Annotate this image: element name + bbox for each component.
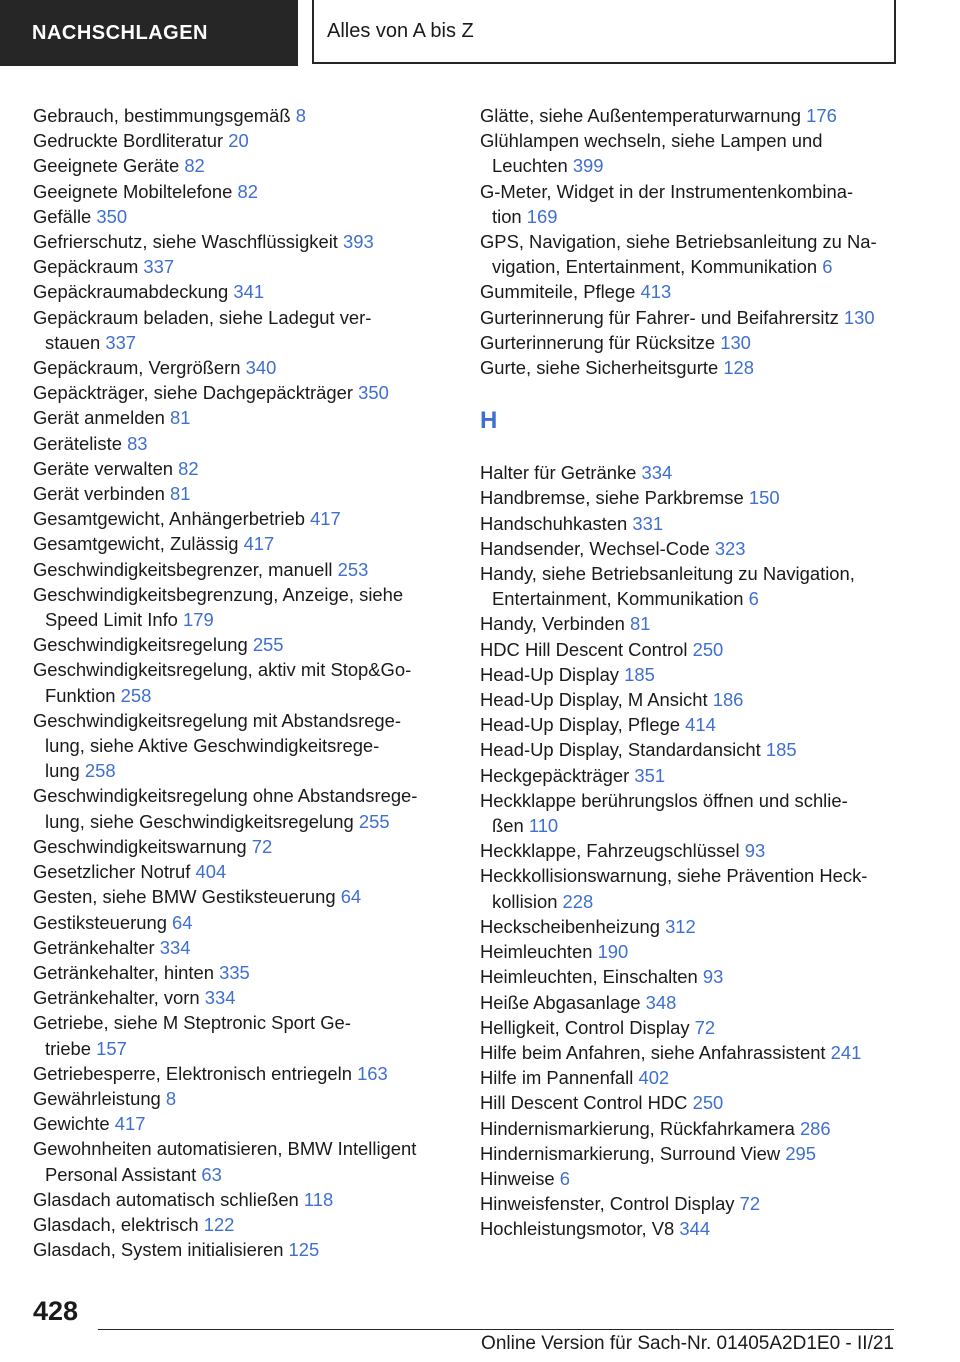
index-entry [480,1040,900,1065]
index-entry [33,834,443,859]
index-page-link[interactable]: 8 [165,1087,177,1109]
index-entry [480,536,900,561]
index-page-link[interactable]: 350 [358,382,389,404]
index-page-link[interactable]: 258 [120,684,152,706]
index-page-link[interactable]: 20 [228,130,249,152]
index-page-link[interactable]: 350 [96,205,128,227]
index-page-link[interactable]: 255 [358,810,390,832]
index-entry-text: Heckklappe berührungslos öffnen und schlie- ßen [480,789,848,837]
index-entry-text: Gurterinnerung für Fahrer- und Beifahrersitz [480,306,839,328]
index-entry [33,179,443,204]
index-entry [480,863,900,913]
index-page-link[interactable]: 6 [822,256,833,278]
index-entry-text: Head-Up Display, Pflege [480,714,681,736]
index-entry-text: Handschuhkasten [480,512,628,534]
index-entry [33,204,443,229]
index-entry [480,1141,900,1166]
index-entry [480,990,900,1015]
index-page-link[interactable]: 228 [562,890,594,912]
index-entry [480,485,900,510]
index-group-g [480,103,900,380]
index-page-link[interactable]: 128 [723,357,754,379]
index-entry [480,763,900,788]
index-page-link[interactable]: 6 [559,1167,570,1189]
index-entry-text: Hill Descent Control HDC [480,1092,688,1114]
index-entry [33,481,443,506]
index-page-link[interactable]: 83 [127,432,148,454]
index-entry-text: GPS, Navigation, siehe Betriebsanleitung zu Na- vigation, Entertainment, Kommunikation [480,231,877,278]
index-page-link[interactable]: 179 [183,609,214,631]
index-page-link[interactable]: 93 [702,966,724,988]
index-entry [33,128,443,153]
index-entry [33,657,443,707]
index-page-link[interactable]: 185 [765,739,797,761]
index-page-link[interactable]: 413 [640,281,672,303]
index-page-link[interactable]: 72 [694,1016,716,1038]
index-page-link[interactable]: 186 [712,689,744,711]
index-entry [33,1187,443,1212]
index-page-link[interactable]: 258 [84,760,116,782]
index-entry [480,355,900,380]
index-page-link[interactable]: 93 [744,840,766,862]
index-entry [33,859,443,884]
index-page-link[interactable]: 286 [799,1117,831,1139]
index-entry-text: Geschwindigkeitsregelung mit Abstandsrege- lung, siehe Aktive Geschwindigkeitsrege- lung [33,709,402,782]
index-entry-text: Heimleuchten, Einschalten [480,966,698,988]
index-entry [33,708,443,784]
index-page-link[interactable]: 341 [233,281,265,303]
index-entry-text: Glasdach, System initialisieren [33,1239,284,1261]
index-entry-text: Geschwindigkeitsregelung, aktiv mit Stop&Go- Funktion [33,659,412,706]
index-entry [33,254,443,279]
index-page-link[interactable]: 337 [143,256,175,278]
index-page-link[interactable]: 157 [96,1037,127,1059]
index-entry [33,431,443,456]
index-entry [33,305,443,355]
index-page-link[interactable]: 417 [310,508,341,530]
index-page-link[interactable]: 250 [692,638,724,660]
index-entry-text: G-Meter, Widget in der Instrumentenkombina- tion [480,180,854,227]
index-entry-text: Gesamtgewicht, Anhängerbetrieb [33,508,305,530]
index-entry [480,939,900,964]
index-entry [33,456,443,481]
index-entry-text: Hinweisfenster, Control Display [480,1193,735,1215]
index-page-link[interactable]: 402 [638,1067,670,1089]
section-letter-h: H [480,407,498,435]
index-entry-text: Hindernismarkierung, Rückfahrkamera [480,1117,795,1139]
index-entry-text: Geräte verwalten [33,457,174,479]
index-entry [33,279,443,304]
index-entry [480,1065,900,1090]
index-entry-text: Heckscheibenheizung [480,915,660,937]
index-page-link[interactable]: 63 [201,1163,222,1185]
index-entry-text: Gefrierschutz, siehe Waschflüssigkeit [33,231,338,253]
index-page-link[interactable]: 414 [685,714,716,736]
index-page-link[interactable]: 125 [288,1239,320,1261]
index-entry-text: Gewährleistung [33,1087,161,1109]
index-page-link[interactable]: 81 [170,407,191,429]
index-page-link[interactable]: 331 [632,512,664,534]
index-entry [33,1061,443,1086]
index-entry [33,531,443,556]
index-page-link[interactable]: 81 [170,483,191,505]
index-entry [480,637,900,662]
index-entry [480,1090,900,1115]
index-entry-text: Handbremse, siehe Parkbremse [480,487,744,509]
index-entry-text: Getränkehalter [33,936,155,958]
index-entry-text: Hindernismarkierung, Surround View [480,1142,781,1164]
index-entry-text: Gerät anmelden [33,407,165,429]
index-page-link[interactable]: 110 [528,815,559,837]
index-entry [33,506,443,531]
index-page-link[interactable]: 81 [629,613,651,635]
index-entry-text: Geeignete Geräte [33,155,180,177]
index-entry [480,460,900,485]
index-entry [33,985,443,1010]
index-page-link[interactable]: 130 [720,331,751,353]
index-entry [33,1237,443,1262]
index-entry-text: Glasdach, elektrisch [33,1213,199,1235]
page-header [0,0,960,66]
index-entry [480,561,900,611]
index-entry-text: Hinweise [480,1167,555,1189]
index-entry [480,1116,900,1141]
index-entry [33,1010,443,1060]
index-entry-text: Getriebesperre, Elektronisch entriegeln [33,1062,352,1084]
index-page-link[interactable]: 334 [641,462,673,484]
index-entry [33,1086,443,1111]
index-page-link[interactable]: 334 [159,936,191,958]
index-entry-text: Heckkollisionswarnung, siehe Prävention Heck- kollision [480,865,868,912]
index-page-link[interactable]: 334 [204,987,236,1009]
page-number: 428 [33,1296,79,1326]
index-entry [480,279,900,304]
index-entry-text: Heckklappe, Fahrzeugschlüssel [480,840,740,862]
index-page-link[interactable]: 176 [806,105,837,126]
index-page-link[interactable]: 295 [785,1142,816,1164]
index-entry-text: Geschwindigkeitsbegrenzung, Anzeige, siehe Speed Limit Info [33,583,404,631]
index-entry-text: Handy, Verbinden [480,613,625,635]
index-entry [480,229,900,279]
index-entry [480,687,900,712]
index-entry [33,557,443,582]
index-page-link[interactable]: 122 [203,1213,235,1235]
index-page-link[interactable]: 82 [178,457,199,479]
index-entry-text: Geschwindigkeitsregelung ohne Abstandsrege- lung, siehe Geschwindigkeitsregelung [33,785,418,832]
index-entry [480,1166,900,1191]
index-entry-text: Geräteliste [33,432,122,454]
index-entry [480,330,900,355]
index-entry [33,910,443,935]
index-entry [480,305,900,330]
index-entry-text: Gurterinnerung für Rücksitze [480,331,716,353]
index-entry [33,935,443,960]
index-entry-text: Heckgepäckträger [480,764,630,786]
index-entry-text: Geschwindigkeitswarnung [33,835,247,857]
section-tab: NACHSCHLAGEN [0,0,298,66]
index-entry-text: Gesten, siehe BMW Gestiksteuerung [33,886,336,908]
index-entry [480,179,900,229]
index-entry-text: Gummiteile, Pflege [480,281,636,303]
index-entry [33,405,443,430]
index-entry [480,662,900,687]
index-entry-text: Gedruckte Bordliteratur [33,130,224,152]
index-entry [480,964,900,989]
index-entry [480,788,900,838]
index-entry-text: Geeignete Mobiltelefone [33,180,233,202]
index-entry [480,103,900,128]
index-entry-text: Hochleistungsmotor, V8 [480,1218,675,1240]
index-column-right [480,103,900,1242]
index-entry [480,712,900,737]
index-entry-text: Gesamtgewicht, Zulässig [33,533,239,555]
index-page-link[interactable]: 118 [303,1188,334,1210]
index-entry [33,1212,443,1237]
index-entry-text: Gebrauch, bestimmungsgemäß [33,105,291,126]
index-entry-text: Glätte, siehe Außentemperaturwarnung [480,105,802,126]
index-page-link[interactable]: 253 [337,558,369,580]
index-entry-text: Glasdach automatisch schließen [33,1188,299,1210]
index-entry-text: Getränkehalter, hinten [33,961,214,983]
index-page-link[interactable]: 163 [357,1062,388,1084]
index-page-link[interactable]: 82 [237,180,258,202]
index-page-link[interactable]: 399 [572,155,604,177]
index-entry [480,914,900,939]
index-page-link[interactable]: 323 [714,537,746,559]
index-page-link[interactable]: 393 [343,231,374,253]
index-entry-text: Glühlampen wechseln, siehe Lampen und Leuchten [480,130,823,177]
index-entry-text: Gewohnheiten automatisieren, BMW Intelligent Personal Assistant [33,1138,417,1185]
index-entry-text: Heiße Abgasanlage [480,991,641,1013]
index-page-link[interactable]: 255 [252,634,284,656]
index-entry [33,960,443,985]
index-page-link[interactable]: 8 [295,105,306,126]
index-entry [33,783,443,833]
index-entry [480,128,900,178]
index-page-link[interactable]: 344 [679,1218,711,1240]
index-page-link[interactable]: 64 [172,911,193,933]
index-entry [480,1191,900,1216]
index-entry [480,511,900,536]
index-page-link[interactable]: 72 [739,1193,761,1215]
index-entry [33,153,443,178]
index-entry [480,737,900,762]
index-page-link[interactable]: 417 [243,533,275,555]
index-page-link[interactable]: 404 [195,861,227,883]
index-page-link[interactable]: 185 [624,663,655,685]
index-entry [480,611,900,636]
index-entry-text: Helligkeit, Control Display [480,1016,690,1038]
index-page-link[interactable]: 82 [184,155,205,177]
index-entry-text: Handy, siehe Betriebsanleitung zu Navigation, Entertainment, Kommunikation [480,563,855,610]
index-entry [33,355,443,380]
chapter-tab: Alles von A bis Z [312,0,896,64]
index-entry [33,582,443,632]
index-page-link[interactable]: 72 [251,835,273,857]
index-page-link[interactable]: 312 [665,915,696,937]
index-page-link[interactable]: 150 [748,487,780,509]
index-entry-text: Gepäckraum beladen, siehe Ladegut ver- stauen [33,306,372,353]
index-page-link[interactable]: 250 [692,1092,724,1114]
index-page-link[interactable]: 351 [634,764,666,786]
index-entry-text: Gepäckraumabdeckung [33,281,229,303]
index-page-link[interactable]: 340 [245,357,277,379]
index-entry-text: Handsender, Wechsel-Code [480,537,710,559]
index-entry [33,632,443,657]
index-entry-text: Hilfe im Pannenfall [480,1067,634,1089]
index-entry-text: Gewichte [33,1113,110,1135]
index-entry-text: Gurte, siehe Sicherheitsgurte [480,357,719,379]
index-entry-text: Gefälle [33,205,92,227]
index-page-link[interactable]: 417 [114,1113,146,1135]
index-page-link[interactable]: 348 [645,991,677,1013]
index-entry-text: HDC Hill Descent Control [480,638,688,660]
footer-version-text: Online Version für Sach-Nr. 01405A2D1E0 - II/21 [481,1333,894,1354]
index-entry-text: Head-Up Display, Standardansicht [480,739,761,761]
index-entry-text: Gerät verbinden [33,483,165,505]
index-page-link[interactable]: 190 [597,941,629,963]
index-entry-text: Head-Up Display [480,663,620,685]
index-entry-text: Gesetzlicher Notruf [33,861,191,883]
index-entry-text: Getriebe, siehe M Steptronic Sport Ge- triebe [33,1012,351,1059]
index-entry-text: Gepäckraum [33,256,139,278]
index-entry-text: Geschwindigkeitsbegrenzer, manuell [33,558,333,580]
index-entry [480,1216,900,1241]
index-page-link[interactable]: 241 [830,1041,862,1063]
index-entry-text: Hilfe beim Anfahren, siehe Anfahrassistent [480,1041,826,1063]
index-entry-text: Gepäckraum, Vergrößern [33,357,241,379]
index-entry-text: Halter für Getränke [480,462,637,484]
index-entry [33,229,443,254]
index-page-link[interactable]: 6 [748,588,759,610]
index-entry [33,103,443,128]
index-column-left [33,103,443,1262]
index-entry-text: Heimleuchten [480,941,593,963]
footer-divider [98,1329,894,1330]
index-entry [480,838,900,863]
index-entry [33,380,443,405]
index-entry [33,1111,443,1136]
index-entry-text: Gestiksteuerung [33,911,167,933]
index-entry [480,1015,900,1040]
index-page-link[interactable]: 130 [843,306,875,328]
index-page-link[interactable]: 64 [340,886,362,908]
index-page-link[interactable]: 169 [526,205,558,227]
index-entry [33,884,443,909]
index-entry [33,1136,443,1186]
index-entry-text: Gepäckträger, siehe Dachgepäckträger [33,382,353,404]
index-page-link[interactable]: 335 [219,961,250,983]
index-entry-text: Geschwindigkeitsregelung [33,634,248,656]
index-group-h [480,460,900,1241]
index-page-link[interactable]: 337 [105,331,137,353]
index-entry-text: Getränkehalter, vorn [33,987,200,1009]
index-entry-text: Head-Up Display, M Ansicht [480,689,708,711]
